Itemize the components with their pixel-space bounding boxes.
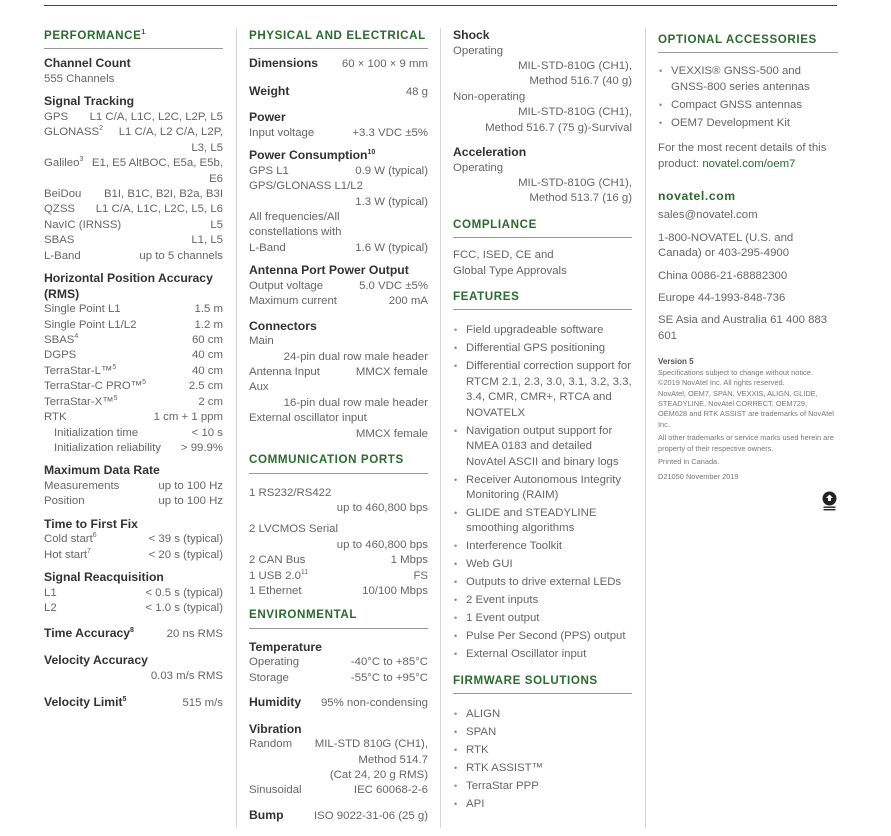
column-divider	[645, 28, 646, 828]
lvcmos-label: 2 LVCMOS Serial	[249, 523, 339, 536]
list-item: • Differential correction support for RTCM 2.1, 2.3, 3.0, 3.1, 3.2, 3.3, 3.4, CMR, CMR+, RTCA and NOVATELX	[453, 359, 632, 421]
dimensions-title: Dimensions	[249, 56, 319, 71]
footnote-ref: 5	[142, 379, 147, 387]
velocity-accuracy-title: Velocity Accuracy	[44, 652, 148, 667]
row-label: TerraStar-X™$^5$	[44, 394, 118, 408]
row-value: > 99.9%	[180, 441, 223, 454]
column-performance	[44, 28, 223, 711]
reacquisition-title: Signal Reacquisition	[44, 570, 164, 585]
bump-title: Bump	[249, 807, 284, 822]
velocity-limit-title: Velocity Limit	[44, 694, 123, 709]
bump	[249, 808, 428, 824]
weight-title: Weight	[249, 83, 290, 98]
spec-row	[44, 586, 223, 601]
channel-count-value: 555 Channels	[44, 73, 115, 85]
phone-text: 1-800-NOVATEL (U.S. and Canada) or 403-295-4900	[658, 231, 794, 260]
row-label: Operating	[249, 656, 300, 669]
row-label: Position	[44, 495, 85, 508]
row-value: E1, E5 AltBOC, E5a, E5b, E6	[91, 157, 223, 185]
all-frequencies-row	[249, 210, 428, 256]
row-label: Single Point L1	[44, 303, 121, 316]
section-title-accessories: OPTIONAL ACCESSORIES	[658, 32, 838, 53]
acceleration-operating-label: Operating	[453, 161, 504, 174]
spec-row	[44, 202, 223, 217]
row-value: 10/100 Mbps	[362, 584, 428, 597]
recycle-badge-icon	[822, 491, 837, 511]
row-value: 1 cm + 1 ppm	[153, 411, 223, 424]
row-label: L1	[44, 586, 57, 599]
spec-row	[249, 584, 428, 599]
power-consumption-title	[249, 148, 428, 164]
time-accuracy-value: 20 ns RMS	[166, 627, 223, 640]
antenna-input-row	[249, 365, 428, 380]
row-value: MIL-STD 810G (CH1),	[314, 738, 428, 751]
site-link[interactable]: novatel.com	[658, 189, 736, 204]
row-label: GLONASS$^2$	[44, 125, 103, 139]
velocity-limit-value: 515 m/s	[182, 696, 223, 709]
footnote-ref: 5	[122, 695, 127, 703]
spec-row	[249, 569, 428, 584]
footnote-ref: 10	[367, 149, 376, 157]
ttff-title: Time to First Fix	[44, 516, 138, 531]
dimensions-value: 60 × 100 × 9 mm	[341, 58, 428, 71]
power-title: Power	[249, 110, 286, 125]
row-label: L-Band	[44, 249, 81, 262]
row-label: Maximum current	[249, 295, 337, 308]
velocity-limit	[44, 695, 223, 711]
list-item: • External Oscillator input	[453, 647, 632, 662]
spec-row	[249, 655, 428, 670]
row-value: 40 cm	[191, 349, 223, 362]
row-value: < 10 s	[191, 426, 223, 439]
email-link[interactable]: sales@novatel.com	[658, 209, 758, 222]
spec-row	[44, 395, 223, 410]
list-item: • 1 Event output	[453, 611, 632, 626]
antenna-port-list	[249, 279, 428, 310]
shock-operating-method: Method 516.7 (40 g)	[529, 75, 632, 88]
spec-row	[44, 318, 223, 333]
spec-row	[249, 294, 428, 309]
row-value: -40°C to +85°C	[350, 656, 428, 669]
spec-row	[44, 156, 223, 187]
list-item: • Receiver Autonomous Integrity Monitoring (RAIM)	[453, 473, 632, 504]
list-item: • Web GUI	[453, 557, 632, 572]
column-divider	[440, 28, 441, 828]
ext-osc-label: External oscillator input	[249, 412, 367, 425]
random-vibration-row	[249, 737, 428, 752]
row-value: 1.2 m	[194, 318, 223, 331]
time-accuracy-title: Time Accuracy	[44, 625, 131, 640]
signal-tracking-list	[44, 110, 223, 264]
list-item: • Differential GPS positioning	[453, 341, 632, 356]
aux-connector-value: 16-pin dual row male header	[283, 396, 428, 409]
rs232-label: 1 RS232/RS422	[249, 486, 332, 499]
spec-row	[44, 410, 223, 425]
list-item: • Pulse Per Second (PPS) output	[453, 629, 632, 644]
firmware-list	[453, 707, 632, 812]
spec-row	[44, 479, 223, 494]
list-item: • SPAN	[453, 725, 632, 740]
row-value: 2 cm	[198, 395, 223, 408]
row-value: -55°C to +95°C	[350, 671, 428, 684]
shock-title: Shock	[453, 28, 490, 42]
row-value: 40 cm	[191, 364, 223, 377]
performance-title: PERFORMANCE	[44, 29, 142, 42]
spec-row	[54, 441, 223, 456]
spec-row	[44, 494, 223, 509]
spec-row	[44, 364, 223, 379]
spec-row	[44, 379, 223, 394]
list-item: • OEM7 Development Kit	[658, 116, 838, 131]
spec-row	[44, 302, 223, 317]
hpa-list	[44, 302, 223, 425]
row-label: GPS L1	[249, 164, 289, 177]
channel-count-title: Channel Count	[44, 56, 131, 71]
section-title-physical: PHYSICAL AND ELECTRICAL	[249, 28, 428, 49]
row-label: Output voltage	[249, 279, 324, 292]
features-list	[453, 323, 632, 662]
list-item: • RTK ASSIST™	[453, 761, 632, 776]
copyright: ©2019 NovAtel Inc. All rights reserved.	[658, 378, 785, 388]
row-value: L5	[210, 218, 223, 231]
fine-print	[658, 357, 838, 482]
spec-row	[44, 233, 223, 248]
row-label: Sinusoidal	[249, 784, 302, 797]
list-item: • RTK	[453, 743, 632, 758]
footnote-ref: 5	[112, 364, 117, 372]
weight	[249, 84, 428, 100]
row-value: 0.9 W (typical)	[355, 164, 428, 177]
row-value: < 0.5 s (typical)	[145, 586, 223, 599]
footnote-ref: 6	[92, 532, 97, 540]
other-trademarks: All other trademarks or service marks used herein are property of their respective owners.	[658, 433, 834, 453]
row-value: 60 cm	[191, 334, 223, 347]
row-value: MMCX female	[355, 366, 428, 379]
row-value: 200 mA	[388, 295, 428, 308]
row-value: 1.6 W (typical)	[355, 241, 428, 254]
row-label: QZSS	[44, 203, 76, 216]
section-title-performance	[44, 28, 223, 49]
input-voltage-row	[249, 126, 428, 141]
aux-connector-label: Aux	[249, 381, 269, 394]
ttff-list	[44, 532, 223, 563]
section-title-compliance: COMPLIANCE	[453, 217, 632, 238]
bump-value: ISO 9022-31-06 (25 g)	[314, 809, 428, 822]
section-title-features: FEATURES	[453, 289, 632, 310]
sinusoidal-row	[249, 783, 428, 798]
reacquisition-list	[44, 586, 223, 617]
dimensions	[249, 56, 428, 72]
acceleration-operating-value: MIL-STD-810G (CH1),	[518, 177, 632, 190]
humidity	[249, 695, 428, 711]
hpa-title: Horizontal Position Accuracy (RMS)	[44, 271, 213, 301]
list-item: • Navigation output support for NMEA 0183 and detailed NovAtel ASCII and binary logs	[453, 424, 632, 470]
product-link[interactable]: novatel.com/oem7	[702, 157, 796, 170]
row-label: DGPS	[44, 349, 77, 362]
column-physical	[249, 28, 428, 824]
rs232-value: up to 460,800 bps	[336, 501, 428, 514]
main-connector-label: Main	[249, 335, 274, 348]
spec-row	[44, 348, 223, 363]
spec-row	[44, 333, 223, 348]
row-value: 1 Mbps	[390, 554, 428, 567]
glonass-value: 1.3 W (typical)	[355, 195, 428, 208]
row-label: L2	[44, 602, 57, 615]
column-features	[453, 28, 632, 815]
row-label: TerraStar-L™$^5$	[44, 364, 117, 377]
column-accessories	[658, 32, 838, 483]
spec-row	[44, 532, 223, 547]
row-label: Galileo$^3$	[44, 156, 84, 170]
list-item: • VEXXIS® GNSS-500 and GNSS-800 series antennas	[658, 64, 838, 95]
row-label: Antenna Input	[249, 366, 320, 379]
footnote-ref: 5	[113, 394, 118, 402]
list-item: • 2 Event inputs	[453, 593, 632, 608]
spec-notice: Specifications subject to change without notice.	[658, 367, 813, 377]
max-data-rate-list	[44, 479, 223, 510]
list-item: • Field upgradeable software	[453, 323, 632, 338]
product-details	[658, 141, 838, 172]
gps-l1-row	[249, 164, 428, 179]
row-value: 5.0 VDC ±5%	[359, 279, 428, 292]
power-consumption-label: Power Consumption	[249, 148, 368, 163]
row-value: 2.5 cm	[188, 380, 223, 393]
acceleration-operating-method: Method 513.7 (16 g)	[529, 192, 632, 205]
row-label: RTK	[44, 411, 67, 424]
spec-row	[249, 279, 428, 294]
spec-row	[44, 601, 223, 616]
list-item: • Interference Toolkit	[453, 539, 632, 554]
spec-row	[44, 249, 223, 264]
shock-nonop-method: Method 516.7 (75 g)-Survival	[485, 121, 632, 134]
rtk-init-list	[44, 426, 223, 457]
list-item: • GLIDE and STEADYLINE smoothing algorithms	[453, 506, 632, 537]
section-title-environmental: ENVIRONMENTAL	[249, 607, 428, 628]
spec-row	[249, 553, 428, 568]
footnote-ref: 11	[300, 568, 309, 576]
row-value: FS	[413, 569, 428, 582]
compliance-text: Global Type Approvals	[453, 264, 567, 277]
acceleration-title: Acceleration	[453, 145, 527, 160]
footnote-ref: 4	[74, 333, 79, 341]
row-label: Initialization reliability	[54, 441, 161, 454]
footnote-ref: 8	[130, 626, 134, 634]
row-value: 1.5 m	[194, 303, 223, 316]
row-label: GPS	[44, 111, 69, 123]
europe-phone: Europe 44-1993-848-736	[658, 292, 786, 305]
footnote-ref: 2	[99, 125, 103, 133]
max-data-rate-title: Maximum Data Rate	[44, 463, 160, 478]
velocity-accuracy-value: 0.03 m/s RMS	[150, 669, 223, 682]
list-item: • API	[453, 797, 632, 812]
details-text: For the most recent details of this product:	[658, 142, 827, 170]
connectors-title: Connectors	[249, 318, 317, 333]
row-label: 1 USB $2.0^{11}$	[249, 568, 309, 582]
row-label: BeiDou	[44, 188, 82, 201]
footnote-ref: 7	[87, 547, 91, 555]
row-value: < 1.0 s (typical)	[145, 602, 223, 615]
spec-row	[44, 218, 223, 233]
shock-nonop-value: MIL-STD-810G (CH1),	[518, 106, 632, 119]
comm-ports-list	[249, 553, 428, 599]
humidity-value: 95% non-condensing	[320, 697, 428, 710]
spec-row	[44, 110, 223, 125]
row-label: 1 Ethernet	[249, 584, 302, 597]
shock-operating-value: MIL-STD-810G (CH1),	[518, 60, 632, 72]
row-label: Input voltage	[249, 126, 315, 139]
list-item: • ALIGN	[453, 707, 632, 722]
row-value: up to 5 channels	[139, 249, 223, 262]
list-item: • Compact GNSS antennas	[658, 98, 838, 113]
row-value: up to 100 Hz	[158, 495, 223, 508]
spec-row	[44, 125, 223, 156]
row-label: TerraStar-C PRO™$^5$	[44, 379, 147, 393]
spec-row	[249, 671, 428, 686]
glonass-label: GPS/GLONASS L1/L2	[249, 180, 363, 193]
vibration-title: Vibration	[249, 721, 302, 736]
spec-row	[44, 187, 223, 202]
footnote-ref: 3	[79, 156, 84, 164]
document-id: D21050 November 2019	[658, 472, 739, 482]
column-divider	[236, 28, 237, 828]
version-label: Version 5	[658, 357, 694, 367]
weight-value: 48 g	[405, 85, 428, 98]
antenna-port-title: Antenna Port Power Output	[249, 263, 409, 278]
row-label: 2 CAN Bus	[249, 554, 306, 567]
temperature-title: Temperature	[249, 639, 322, 654]
random-vibration-method: Method 514.7	[358, 753, 428, 766]
row-label: Hot start$^7$	[44, 547, 91, 561]
china-phone: China 0086-21-68882300	[658, 269, 788, 282]
shock-operating-label: Operating	[453, 44, 504, 57]
compliance-text: FCC, ISED, CE and	[453, 249, 554, 262]
row-label: Initialization time	[54, 426, 139, 439]
row-value: L1 C/A, L1C, L2C, L2P, L5	[89, 111, 223, 123]
row-label: Measurements	[44, 479, 120, 492]
lvcmos-value: up to 460,800 bps	[336, 538, 428, 551]
row-value: L1, L5	[191, 234, 223, 247]
random-vibration-cat: (Cat 24, 20 g RMS)	[329, 768, 428, 781]
row-label: SBAS$^4$	[44, 333, 79, 347]
row-label: Cold start$^6$	[44, 532, 97, 546]
section-title-firmware: FIRMWARE SOLUTIONS	[453, 673, 632, 694]
row-label: NavIC (IRNSS)	[44, 218, 122, 231]
shock-nonop-label: Non-operating	[453, 90, 526, 103]
printed-in: Printed in Canada.	[658, 456, 720, 466]
humidity-title: Humidity	[249, 695, 302, 710]
list-item: • TerraStar PPP	[453, 779, 632, 794]
trademarks: NovAtel, OEM7, SPAN, VEXXIS, ALIGN, GLIDE, STEADYLINE, NovAtel CORRECT, OEM729, OEM628 and RTK ASSIST are trademarks of NovAtel Inc.	[658, 388, 834, 429]
row-label: SBAS	[44, 234, 75, 247]
asia-phone: SE Asia and Australia 61 400 883 601	[658, 314, 828, 342]
row-value: up to 100 Hz	[158, 479, 223, 492]
section-title-communication: COMMUNICATION PORTS	[249, 452, 428, 473]
row-label: Storage	[249, 671, 289, 684]
temperature-list	[249, 655, 428, 686]
footnote-ref: 1	[141, 29, 146, 37]
top-rule	[44, 5, 837, 6]
row-value: < 20 s (typical)	[148, 548, 223, 561]
time-accuracy	[44, 626, 223, 642]
spec-row	[54, 426, 223, 441]
row-value: L1 C/A, L2 C/A, L2P, L3, L5	[118, 126, 223, 154]
row-value: B1I, B1C, B2I, B2a, B3I	[103, 188, 223, 201]
list-item: • Outputs to drive external LEDs	[453, 575, 632, 590]
row-value: IEC 60068-2-6	[353, 784, 428, 797]
spec-row	[44, 548, 223, 563]
main-connector-value: 24-pin dual row male header	[283, 350, 428, 363]
ext-osc-value: MMCX female	[355, 427, 428, 440]
row-value: +3.3 VDC ±5%	[352, 126, 428, 139]
row-label: Random	[249, 738, 293, 751]
row-value: L1 C/A, L1C, L2C, L5, L6	[95, 203, 223, 216]
signal-tracking-title: Signal Tracking	[44, 94, 135, 109]
accessories-list	[658, 64, 838, 131]
row-label: All frequencies/All constellations with L-Band	[249, 211, 342, 254]
row-label: Single Point L1/L2	[44, 318, 137, 331]
row-value: < 39 s (typical)	[148, 533, 223, 546]
